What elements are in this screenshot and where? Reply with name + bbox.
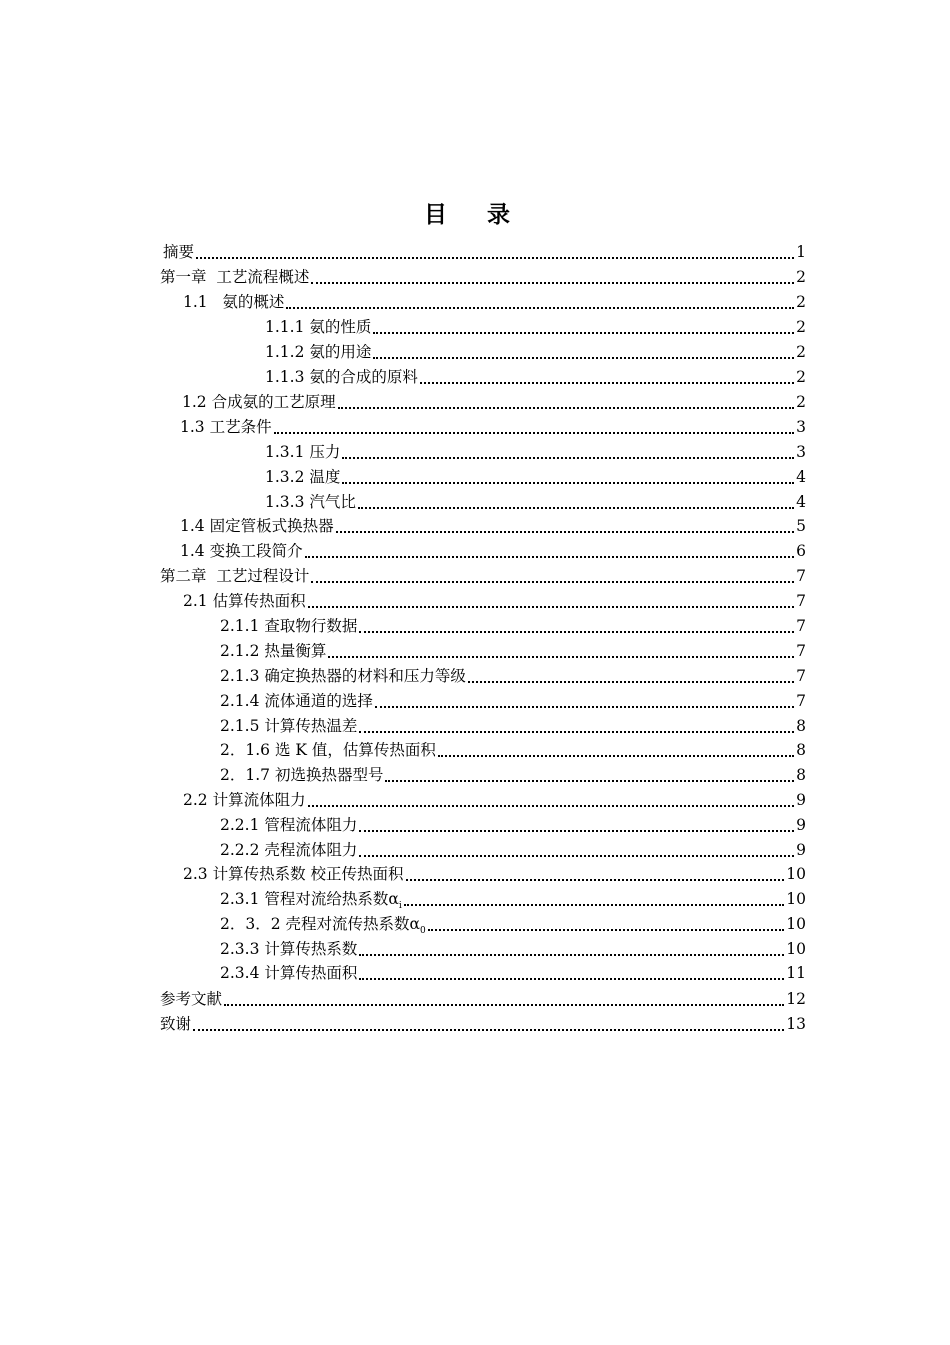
toc-entry-2-2-2[interactable]: [220, 838, 806, 862]
toc-leader-dots: [420, 382, 794, 384]
toc-entry-acknowledgements[interactable]: [160, 1012, 806, 1036]
toc-leader-dots: [359, 830, 794, 832]
toc-entry-label: 1.1.1 氨的性质: [265, 318, 372, 336]
toc-entry-label: 1.3.2 温度: [265, 468, 341, 486]
toc-entry-1-3[interactable]: [180, 415, 806, 439]
toc-entry-1-3-2[interactable]: [265, 465, 806, 489]
toc-entry-2-1-1[interactable]: [220, 614, 806, 638]
toc-entry-2-2-1[interactable]: [220, 813, 806, 837]
toc-leader-dots: [404, 904, 785, 906]
toc-entry-label: 2．1.6 选 K 值，估算传热面积: [220, 741, 436, 759]
toc-leader-dots: [428, 929, 785, 931]
toc-entry-label: 2.2.1 管程流体阻力: [220, 816, 358, 834]
toc-entry-2-2[interactable]: [183, 788, 806, 812]
toc-page-number: 8: [796, 766, 806, 784]
toc-entry-label: 1.1.3 氨的合成的原料: [265, 368, 418, 386]
toc-entry-chapter-1[interactable]: [160, 265, 806, 289]
toc-leader-dots: [336, 531, 795, 533]
subscript-i: i: [398, 901, 402, 912]
toc-page-number: 7: [796, 567, 806, 585]
toc-entry-label: 1.3 工艺条件: [180, 418, 272, 436]
toc-leader-dots: [311, 581, 794, 583]
toc-entry-label: 2．1.7 初选换热器型号: [220, 766, 384, 784]
toc-entry-label: 2.2.2 壳程流体阻力: [220, 841, 358, 859]
toc-page-number: 8: [796, 717, 806, 735]
toc-entry-label: 2.1.1 查取物行数据: [220, 617, 358, 635]
toc-leader-dots: [308, 805, 795, 807]
toc-page-number: 3: [796, 443, 806, 461]
toc-page-number: 7: [796, 667, 806, 685]
toc-entry-2-1-4[interactable]: [220, 689, 806, 713]
toc-leader-dots: [385, 780, 794, 782]
toc-leader-dots: [196, 257, 794, 259]
toc-entry-label: 1.3.3 汽气比: [265, 493, 356, 511]
toc-entry-label: 第二章 工艺过程设计: [160, 567, 310, 585]
toc-page-number: 3: [796, 418, 806, 436]
toc-leader-dots: [373, 357, 794, 359]
toc-entry-2-1-6[interactable]: [220, 738, 806, 762]
toc-entry-label: 2.3 计算传热系数 校正传热面积: [183, 865, 404, 883]
toc-entry-label: 1.1 氨的概述: [183, 293, 285, 311]
toc-page-number: 2: [796, 268, 806, 286]
toc-entry-label: 2.1 估算传热面积: [183, 592, 306, 610]
toc-leader-dots: [406, 879, 785, 881]
toc-entry-1-1-3[interactable]: [265, 365, 806, 389]
toc-entry-2-3-3[interactable]: [220, 937, 806, 961]
toc-entry-2-3-1[interactable]: [220, 887, 806, 911]
toc-entry-2-1-7[interactable]: [220, 763, 806, 787]
toc-page-number: 6: [796, 542, 806, 560]
toc-page-number: 7: [796, 692, 806, 710]
toc-leader-dots: [375, 706, 794, 708]
toc-page-number: 9: [796, 791, 806, 809]
toc-entry-1-1[interactable]: [183, 290, 806, 314]
toc-leader-dots: [274, 432, 795, 434]
toc-entry-chapter-2[interactable]: [160, 564, 806, 588]
toc-page-number: 2: [796, 393, 806, 411]
toc-entry-1-4-heat-exchanger[interactable]: [180, 514, 806, 538]
toc-page-number: 10: [786, 915, 806, 933]
toc-leader-dots: [438, 755, 794, 757]
toc-entry-2-1-3[interactable]: [220, 664, 806, 688]
toc-entry-1-1-1[interactable]: [265, 315, 806, 339]
toc-entry-2-1[interactable]: [183, 589, 806, 613]
toc-entry-label: 摘要: [163, 243, 195, 261]
toc-entry-1-1-2[interactable]: [265, 340, 806, 364]
toc-page-number: 9: [796, 841, 806, 859]
toc-entry-1-2[interactable]: [182, 390, 806, 414]
toc-entry-2-1-5[interactable]: [220, 714, 806, 738]
toc-entry-references[interactable]: [160, 987, 806, 1011]
toc-page-number: 2: [796, 343, 806, 361]
toc-page-number: 11: [786, 964, 806, 982]
toc-entry-2-3[interactable]: [183, 862, 806, 886]
toc-entry-label: 1.4 变换工段简介: [180, 542, 303, 560]
toc-page-number: 4: [796, 468, 806, 486]
toc-entry-label: 2.1.3 确定换热器的材料和压力等级: [220, 667, 466, 685]
toc-leader-dots: [342, 457, 794, 459]
toc-leader-dots: [286, 307, 794, 309]
toc-leader-dots: [342, 482, 794, 484]
toc-page-number: 10: [786, 890, 806, 908]
subscript-0: 0: [419, 926, 426, 937]
toc-page-number: 2: [796, 368, 806, 386]
toc-page-number: 12: [786, 990, 806, 1008]
toc-entry-2-3-4[interactable]: [220, 961, 806, 985]
toc-page-number: 5: [796, 517, 806, 535]
toc-entry-label: 参考文献: [160, 990, 223, 1008]
toc-page-number: 10: [786, 865, 806, 883]
toc-page-number: 2: [796, 318, 806, 336]
toc-entry-label-text: 2．3．2 壳程对流传热系数α: [220, 915, 420, 933]
toc-entry-label: 2.2 计算流体阻力: [183, 791, 306, 809]
toc-entry-label: 1.3.1 压力: [265, 443, 341, 461]
toc-entry-1-4-shift-section[interactable]: [180, 539, 806, 563]
toc-page-number: 7: [796, 642, 806, 660]
toc-page-number: 1: [796, 243, 806, 261]
toc-page-number: 7: [796, 617, 806, 635]
toc-page-number: 2: [796, 293, 806, 311]
toc-entry-label: 2.3.3 计算传热系数: [220, 940, 358, 958]
toc-entry-1-3-3[interactable]: [265, 490, 806, 514]
toc-page-number: 4: [796, 493, 806, 511]
toc-entry-label: 1.1.2 氨的用途: [265, 343, 372, 361]
toc-page-number: 10: [786, 940, 806, 958]
toc-leader-dots: [338, 407, 795, 409]
toc-leader-dots: [328, 656, 794, 658]
toc-leader-dots: [359, 855, 794, 857]
toc-entry-label: 2.1.5 计算传热温差: [220, 717, 358, 735]
toc-entry-label: 2.1.4 流体通道的选择: [220, 692, 373, 710]
toc-leader-dots: [305, 556, 795, 558]
toc-entry-label: 1.4 固定管板式换热器: [180, 517, 334, 535]
toc-entry-label: 2.3.4 计算传热面积: [220, 964, 358, 982]
toc-page-number: 13: [786, 1015, 806, 1033]
toc-entry-2-3-2[interactable]: [220, 912, 806, 936]
toc-page-number: 8: [796, 741, 806, 759]
toc-leader-dots: [373, 332, 794, 334]
toc-entry-abstract[interactable]: [163, 240, 806, 264]
toc-leader-dots: [359, 731, 794, 733]
toc-entry-label: 第一章 工艺流程概述: [160, 268, 310, 286]
toc-leader-dots: [468, 681, 794, 683]
toc-entry-label-text: 2.3.1 管程对流给热系数α: [220, 890, 399, 908]
toc-leader-dots: [308, 606, 795, 608]
toc-leader-dots: [359, 631, 794, 633]
toc-entry-1-3-1[interactable]: [265, 440, 806, 464]
toc-page-number: 7: [796, 592, 806, 610]
toc-leader-dots: [193, 1029, 784, 1031]
toc-leader-dots: [359, 978, 784, 980]
toc-leader-dots: [358, 507, 794, 509]
toc-entry-label: 1.2 合成氨的工艺原理: [182, 393, 336, 411]
toc-entry-label: 2.1.2 热量衡算: [220, 642, 327, 660]
toc-leader-dots: [311, 282, 794, 284]
toc-leader-dots: [359, 954, 784, 956]
toc-leader-dots: [224, 1004, 784, 1006]
toc-entry-label: 致谢: [160, 1015, 192, 1033]
toc-entry-2-1-2[interactable]: [220, 639, 806, 663]
toc-page-number: 9: [796, 816, 806, 834]
page-title: 目 录: [423, 202, 526, 228]
